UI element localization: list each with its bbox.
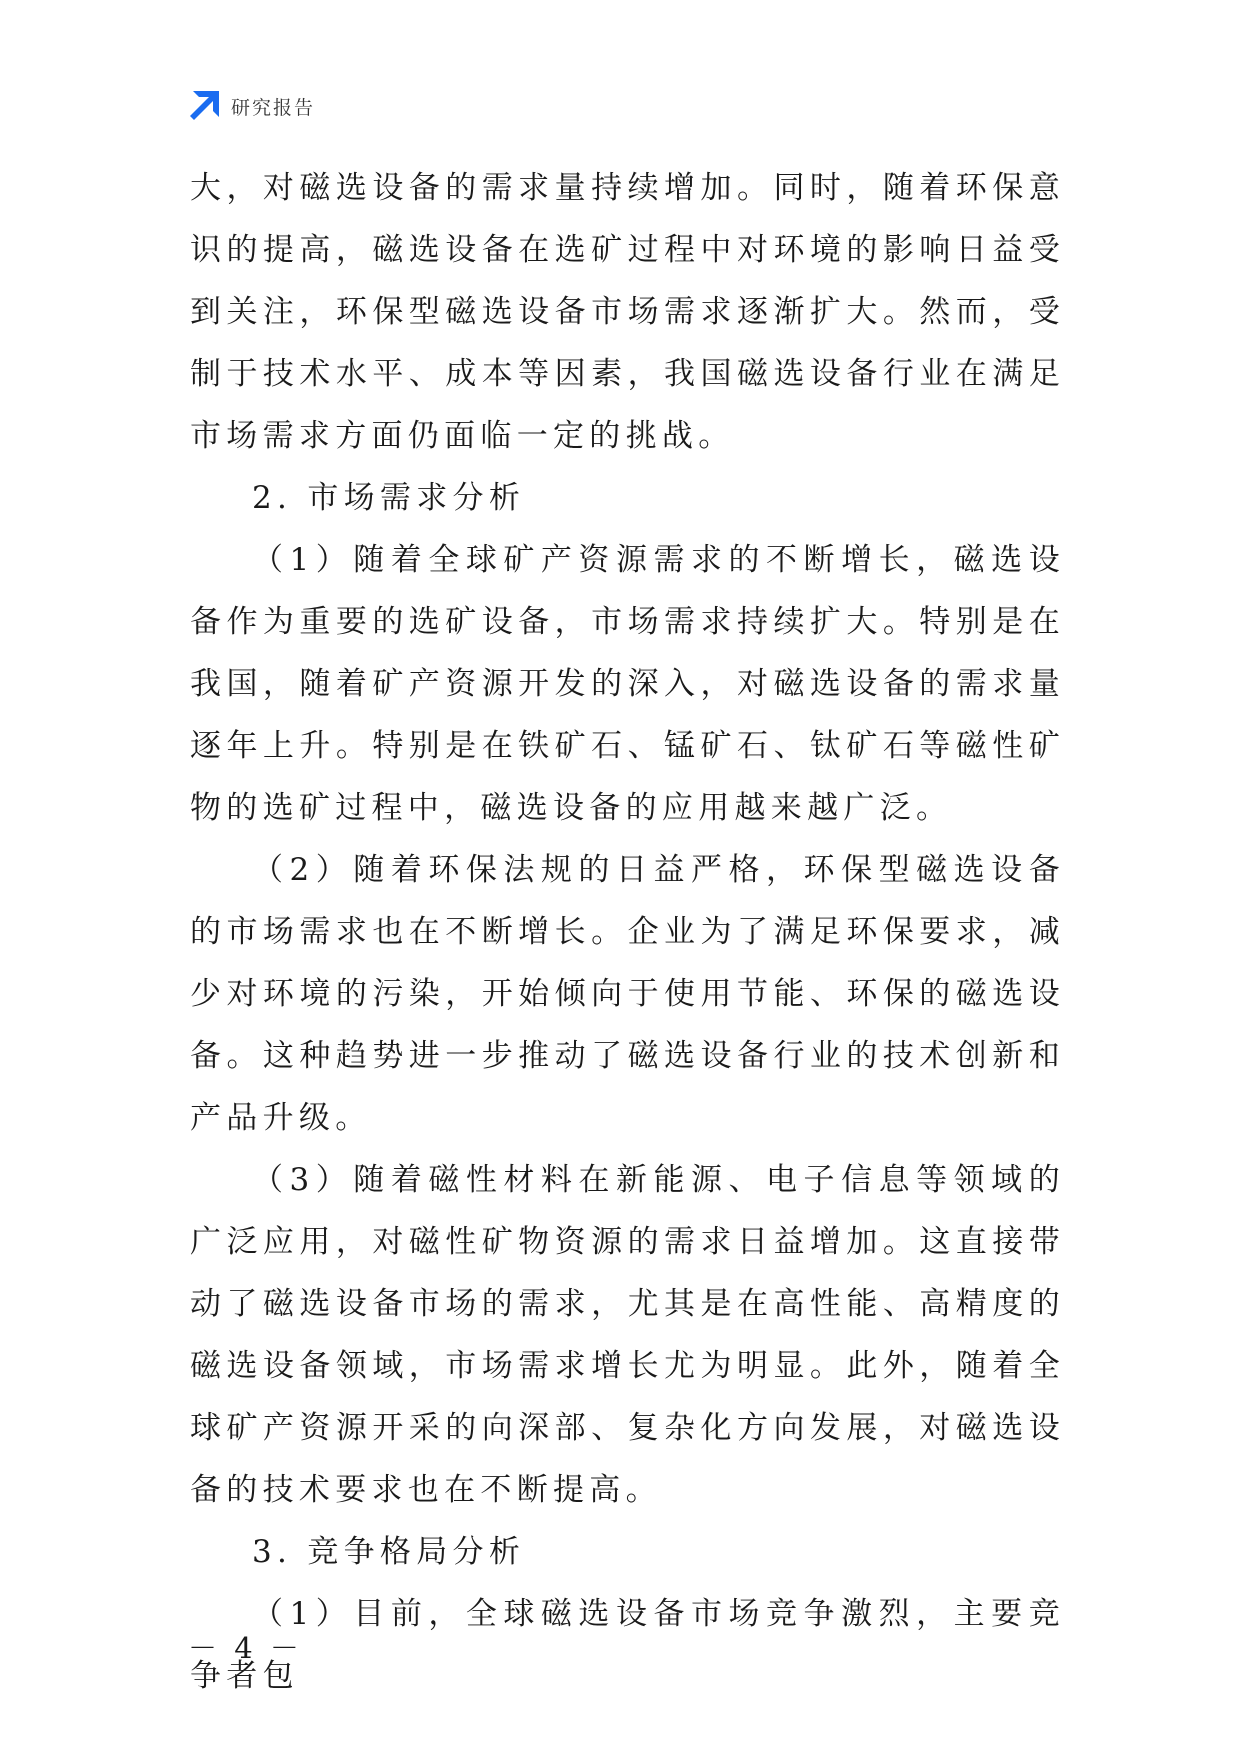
header-title: 研究报告 [231,96,316,119]
section-heading-market-demand: 2. 市场需求分析 [252,480,526,516]
paragraph-demand-3: （3）随着磁性材料在新能源、电子信息等领域的广泛应用，对磁性矿物资源的需求日益增加。这直接带动了磁选设备市场的需求，尤其是在高性能、高精度的磁选设备领域，市场需求增长尤为明显。此外，随着全球矿产资源开采的向深部、复杂化方向发展，对磁选设备的技术要求也在不断提高。 [190,1162,1065,1508]
section-heading-competition: 3. 竞争格局分析 [252,1534,526,1570]
report-header [189,88,315,124]
paragraph-continuation: 大，对磁选设备的需求量持续增加。同时，随着环保意识的提高，磁选设备在选矿过程中对环境的影响日益受到关注，环保型磁选设备市场需求逐渐扩大。然而，受制于技术水平、成本等因素，我国磁选设备行业在满足市场需求方面仍面临一定的挑战。 [190,170,1065,454]
paragraph-competition-1: （1）目前，全球磁选设备市场竞争激烈，主要竞争者包 [190,1596,1065,1694]
paragraph-demand-1: （1）随着全球矿产资源需求的不断增长，磁选设备作为重要的选矿设备，市场需求持续扩大。特别是在我国，随着矿产资源开发的深入，对磁选设备的需求量逐年上升。特别是在铁矿石、锰矿石、钛矿石等磁性矿物的选矿过程中，磁选设备的应用越来越广泛。 [190,542,1065,826]
arrow-up-right-icon [189,91,219,121]
document-body [190,157,1065,1707]
paragraph-demand-2: （2）随着环保法规的日益严格，环保型磁选设备的市场需求也在不断增长。企业为了满足环保要求，减少对环境的污染，开始倾向于使用节能、环保的磁选设备。这种趋势进一步推动了磁选设备行业的技术创新和产品升级。 [190,852,1065,1136]
page-number: － 4 － [188,1631,303,1665]
